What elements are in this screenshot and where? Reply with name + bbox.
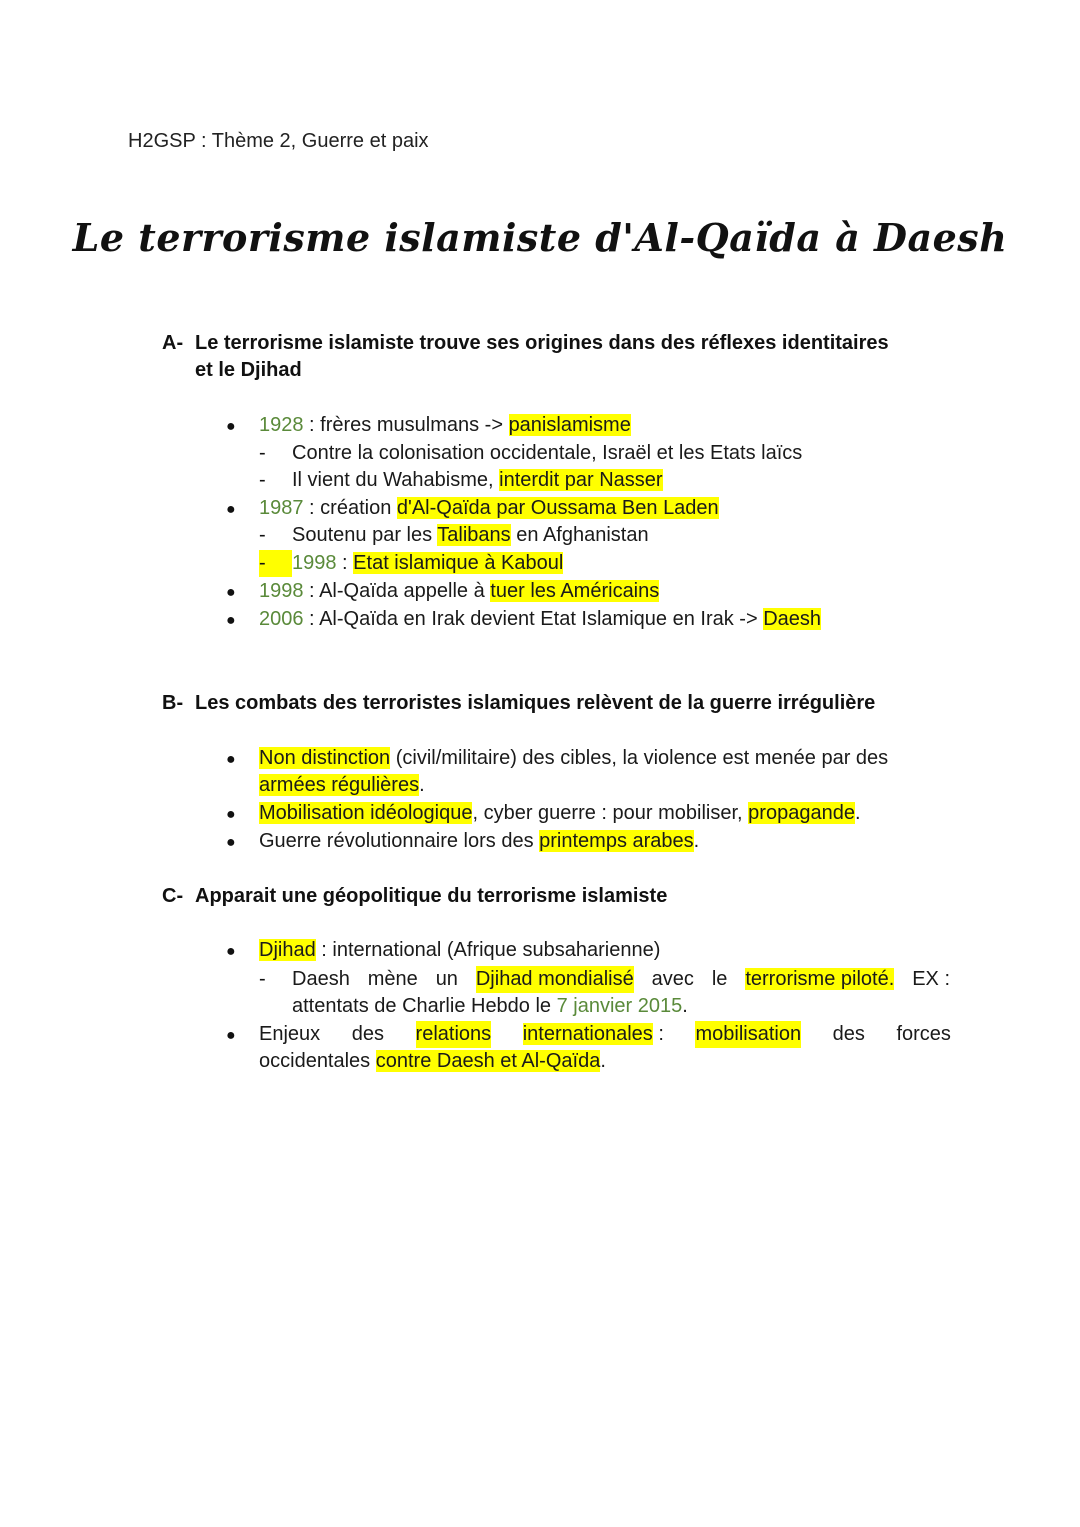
text: occidentales	[259, 1050, 376, 1072]
word: Enjeux	[259, 1023, 321, 1045]
section-c-bullet-2-line2	[259, 1048, 606, 1075]
text: Soutenu par les	[292, 524, 438, 546]
text: .	[693, 830, 700, 852]
dash-icon: -	[259, 469, 266, 491]
date: 1987	[259, 497, 304, 519]
text: : international (Afrique subsaharienne)	[315, 939, 661, 961]
section-a-sub-3	[292, 522, 649, 549]
highlight: Djihad	[259, 939, 316, 961]
highlight: relations	[416, 1021, 492, 1048]
highlight: mobilisation	[695, 1021, 801, 1048]
highlight: Daesh	[763, 608, 821, 630]
word: .	[888, 968, 895, 990]
highlight: Non distinction	[259, 747, 391, 769]
highlight: d'Al-Qaïda par Oussama Ben Laden	[396, 497, 719, 519]
bullet-icon: ●	[226, 1027, 236, 1044]
section-a-sub-2	[292, 467, 663, 494]
section-b-title-text: Les combats des terroristes islamiques relèvent de la guerre irrégulière	[195, 692, 876, 714]
bullet-icon: ●	[226, 418, 236, 435]
word: forces	[896, 1023, 951, 1045]
highlight: tuer les Américains	[490, 580, 660, 602]
section-c-letter: C-	[162, 885, 184, 907]
text: .	[600, 1050, 606, 1072]
section-a-letter: A-	[162, 332, 184, 354]
text: .	[854, 802, 861, 824]
text: : création	[303, 497, 397, 519]
bullet-icon: ●	[226, 943, 236, 960]
date: 1928	[259, 414, 304, 436]
dash-icon: -	[259, 442, 266, 464]
section-b-bullet-2	[259, 800, 861, 827]
document-header: H2GSP : Thème 2, Guerre et paix	[128, 130, 429, 152]
section-b-bullet-1-line2	[259, 772, 425, 799]
section-a-title	[162, 330, 962, 384]
text: : Al-Qaïda en Irak devient Etat Islamique en Irak ->	[303, 608, 764, 630]
word: un	[435, 968, 458, 990]
text: en Afghanistan	[510, 524, 649, 546]
highlight: terrorisme piloté	[745, 968, 889, 990]
highlight: Etat islamique à Kaboul	[353, 552, 564, 574]
dash-icon: -	[259, 550, 292, 577]
section-a-bullet-1	[259, 412, 631, 439]
date: 2006	[259, 608, 304, 630]
date: 7 janvier 2015	[556, 995, 683, 1017]
section-c-sub-1-line2	[292, 993, 688, 1020]
highlight: interdit par Nasser	[499, 469, 663, 491]
section-a-title-line1: Le terrorisme islamiste trouve ses origines dans des réflexes identitaires	[195, 332, 889, 354]
bullet-icon: ●	[226, 584, 236, 601]
dash-icon: -	[259, 524, 266, 546]
highlight: panislamisme	[508, 414, 631, 436]
word: Daesh	[292, 968, 350, 990]
highlight: Mobilisation idéologique	[259, 802, 473, 824]
word: mène	[367, 968, 418, 990]
date: 1998	[292, 552, 337, 574]
bullet-icon: ●	[226, 806, 236, 823]
highlight: propagande	[748, 802, 855, 824]
highlight: internationales	[522, 1023, 653, 1045]
section-a-bullet-4	[259, 606, 821, 633]
section-a-title-line2: et le Djihad	[195, 359, 302, 381]
section-a-sub-1: Contre la colonisation occidentale, Israël et les Etats laïcs	[292, 442, 803, 464]
text: Il vient du Wahabisme,	[292, 469, 500, 491]
word: :	[652, 1023, 664, 1045]
bullet-icon: ●	[226, 501, 236, 518]
section-a-bullet-2	[259, 495, 719, 522]
section-c-title	[162, 883, 962, 910]
word: des	[832, 1023, 865, 1045]
bullet-icon: ●	[226, 834, 236, 851]
section-b-bullet-3	[259, 828, 699, 855]
word: des	[351, 1023, 384, 1045]
highlight: contre Daesh et Al-Qaïda	[375, 1050, 601, 1072]
section-c-title-text: Apparait une géopolitique du terrorisme islamiste	[195, 885, 668, 907]
highlight: Djihad mondialisé	[476, 966, 634, 993]
date: 1998	[259, 580, 304, 602]
section-c-bullet-2	[259, 1021, 951, 1048]
text: Guerre révolutionnaire lors des	[259, 830, 540, 852]
text: : Al-Qaïda appelle à	[303, 580, 491, 602]
section-a-bullet-3	[259, 578, 659, 605]
section-c-sub-1	[292, 966, 950, 993]
text: .	[419, 774, 425, 796]
text: .	[682, 995, 688, 1017]
document-title: Le terrorisme islamiste d'Al-Qaïda à Daesh	[72, 215, 1008, 260]
word: le	[711, 968, 728, 990]
section-c-bullet-1	[259, 937, 660, 964]
text: (civil/militaire) des cibles, la violence est menée par des	[390, 747, 889, 769]
text: attentats de Charlie Hebdo le	[292, 995, 557, 1017]
highlight: printemps arabes	[539, 830, 694, 852]
word: avec	[651, 968, 694, 990]
word: EX :	[912, 968, 950, 990]
highlight: armées régulières	[259, 774, 420, 796]
section-b-letter: B-	[162, 692, 184, 714]
dash-icon: -	[259, 968, 266, 990]
section-b-bullet-1	[259, 745, 888, 772]
text: , cyber guerre : pour mobiliser,	[472, 802, 749, 824]
bullet-icon: ●	[226, 751, 236, 768]
highlight: Talibans	[437, 524, 511, 546]
section-a-sub-4	[292, 550, 563, 577]
section-b-title	[162, 690, 962, 717]
text: :	[336, 552, 354, 574]
bullet-icon: ●	[226, 612, 236, 629]
text: : frères musulmans ->	[303, 414, 509, 436]
